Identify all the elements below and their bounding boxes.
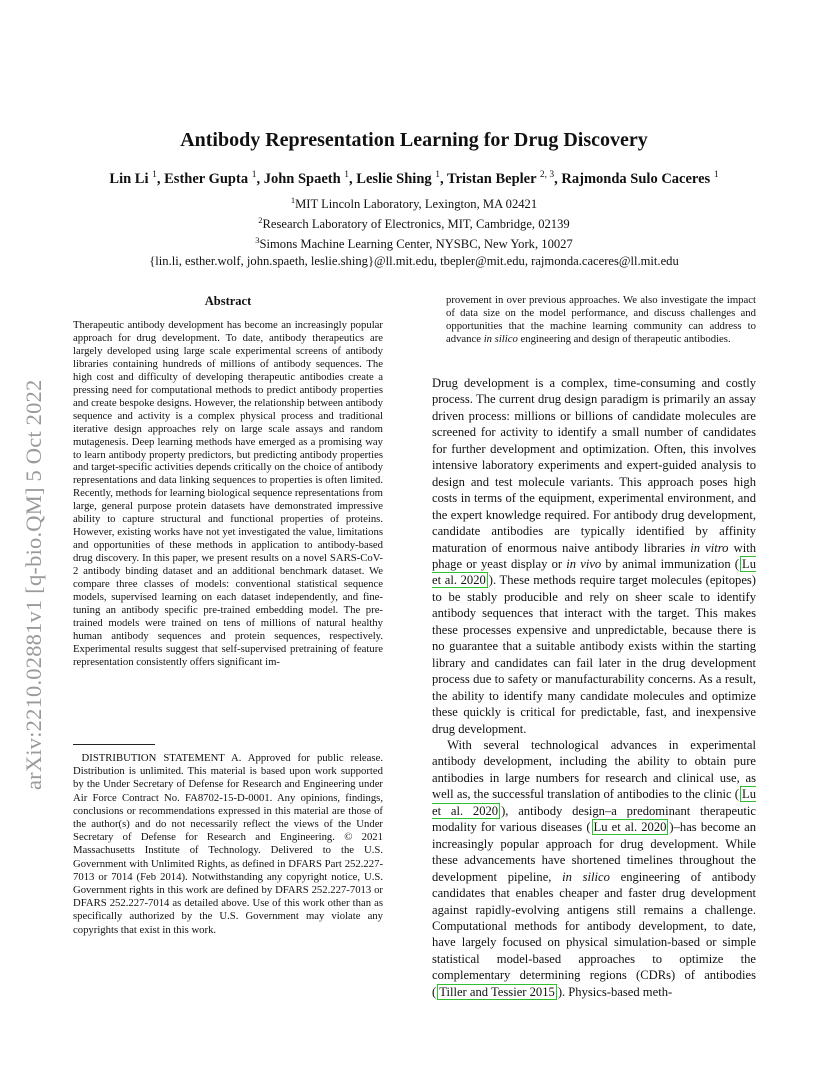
- body-text: ). Physics-based meth-: [557, 984, 673, 999]
- abstract-text: provement in over previous approaches. We also investigate the impact of data size on the model performance, and discuss challenges and opportunities that the machine learning community can address to advance: [446, 294, 756, 345]
- author-name: John Spaeth: [263, 170, 341, 187]
- footnote: [73, 752, 383, 937]
- abstract-text-left: Therapeutic antibody development has become an increasingly popular approach for drug development. To date, antibody therapeutics are largely developed using large scale experimental screens of antibody libraries containing hundreds of millions of antibody sequences. The high cost and difficulty of developing therapeutic antibodies create a pressing need for computational methods to predict antibody properties and create bespoke designs. However, the relationship between antibody sequence and activity is a complex physical process and traditional iterative design approaches rely on large scale assays and random mutagenesis. Deep learning methods have emerged as a promising way to learn antibody property predictors, but predicting antibody properties and target-specific activities depends critically on the choice of antibody representations and data linking sequences to properties is often limited. Recently, methods for learning biological sequence representations from large, general purpose protein datasets have demonstrated impressive ability to capture structural and functional properties of proteins. However, existing works have not yet investigated the value, limitations and opportunities of these methods in application to antibody-based drug discovery. In this paper, we present results on a novel SARS-CoV-2 antibody binding dataset and an additional benchmark dataset. We compare three classes of models: conventional statistical sequence models, supervised learning on each dataset independently, and fine-tuning an antibody specific pre-trained embedding model. The pre-trained models were trained on tens of millions of natural healthy human antibody sequences and protein sequences, respectively. Experimental results suggest that self-supervised pretraining of feature representation consistently offers significant im-: [73, 319, 383, 668]
- arxiv-identifier: arXiv:2210.02881v1 [q-bio.QM] 5 Oct 2022: [21, 379, 46, 790]
- author-affiliation-mark: 1: [344, 170, 350, 180]
- body-paragraph: [432, 737, 756, 1000]
- affiliation-number: 3: [255, 235, 260, 246]
- body-text: ). These methods require target molecules (epitopes) to be stably producible and rely on sheer scale to identify antibody sequences that interact with the target. This makes these processes expensive and unpredictable, because there is no guarantee that a suitable antibody exists within the starting library and candidates can fail later in the drug development process due to safety or manufacturability concerns. As a result, the ability to identify many candidate molecules and optimize these quickly is critical for predictable, fast, and inexpensive drug development.: [432, 573, 757, 736]
- author-list: Lin Li $^1$, Esther Gupta $^1$, John Spaeth $^1$, Leslie Shing $^1$, Tristan Bepler $^{2, 3}$, Rajmonda Sulo Caceres $^1$: [109, 170, 719, 187]
- abstract-emphasis: in silico: [483, 332, 518, 345]
- author-affiliation-mark: 1: [713, 170, 719, 180]
- body-paragraph: [432, 375, 756, 737]
- body-text: by animal immunization (: [601, 556, 740, 571]
- body-emphasis: in vivo: [566, 556, 602, 571]
- affiliation-number: 2: [258, 215, 263, 226]
- citation-link[interactable]: Tiller and Tessier 2015: [439, 984, 555, 999]
- abstract-heading: Abstract: [204, 294, 252, 308]
- affiliation-text: Research Laboratory of Electronics, MIT, Cambridge, 02139: [262, 217, 570, 232]
- body-text: engineering of antibody candidates that enables cheaper and faster drug development against rapidly-evolving antigens still remains a challenge. Computational methods for antibody development, to date, have largely focused on physical simulation-based or simple statistical model-based approaches to optimize the complementary determining regions (CDRs) of antibodies (: [432, 869, 756, 999]
- author-name: Tristan Bepler: [447, 170, 537, 187]
- author-affiliation-mark: 1: [435, 170, 441, 180]
- author-affiliation-mark: 1: [251, 170, 257, 180]
- body-text: Drug development is a complex, time-consuming and costly process. The current drug design paradigm is primarily an assay driven process: millions or billions of candidate molecules are screened for activity to identify a small number of candidates for further development and optimization. Often, this involves intensive laboratory experiments and expert-guided analysis to design and test molecule variants. This approach poses high costs in terms of the equipment, experimental environment, and the expert knowledge required. For antibody drug development, candidate antibodies are typically identified by affinity maturation of enormous naive antibody libraries: [432, 376, 756, 555]
- footnote-divider: [73, 744, 155, 745]
- author-name: Rajmonda Sulo Caceres: [561, 170, 711, 187]
- author-affiliation-mark: 1: [152, 170, 157, 180]
- citation-link[interactable]: Lu et al. 2020: [432, 556, 757, 588]
- affiliation-line: [0, 212, 828, 232]
- body-text: With several technological advances in experimental antibody development, including the ability to obtain pure antibodies in large numbers for research and clinical use, as well as, the successful translation of antibodies to the clinic (: [432, 737, 756, 802]
- affiliation-text: MIT Lincoln Laboratory, Lexington, MA 02421: [295, 197, 538, 212]
- author-name: Lin Li: [109, 170, 149, 187]
- affiliation-text: Simons Machine Learning Center, NYSBC, New York, 10027: [259, 237, 573, 252]
- author-affiliation-mark: 2, 3: [539, 170, 555, 180]
- body-text: with phage or yeast display or: [432, 540, 757, 571]
- author-name: Leslie Shing: [356, 170, 432, 187]
- abstract-text-right: [446, 294, 756, 346]
- author-emails: {lin.li, esther.wolf, john.spaeth, leslie.shing}@ll.mit.edu, tbepler@mit.edu, rajmonda.caceres@ll.mit.edu: [149, 253, 679, 268]
- citation-link[interactable]: Lu et al. 2020: [432, 787, 756, 818]
- body-text: ), antibody design–a predominant therapeutic modality for various diseases (: [432, 803, 757, 835]
- paper-title: Antibody Representation Learning for Drug Discovery: [180, 129, 648, 151]
- body-text: )–has become an increasingly popular approach for drug development. While these advancements have shortened timelines throughout the development pipeline,: [432, 820, 757, 884]
- affiliation-line: [0, 192, 828, 212]
- affiliation-number: 1: [290, 195, 296, 205]
- footnote-text: DISTRIBUTION STATEMENT A. Approved for public release. Distribution is unlimited. This material is based upon work supported by the Under Secretary of Defense for Research and Engineering under Air Force Contract No. FA8702-15-D-0001. Any opinions, findings, conclusions or recommendations expressed in this material are those of the author(s) and do not necessarily reflect the views of the Under Secretary of Defense for Research and Engineering. © 2021 Massachusetts Institute of Technology. Delivered to the U.S. Government with Unlimited Rights, as defined in DFARS Part 252.227-7013 or 7014 (Feb 2014). Notwithstanding any copyright notice, U.S. Government rights in this work are defined by DFARS 252.227-7013 or DFARS 252.227-7014 as detailed above. Use of this work other than as specifically authorized by the U.S. Government may violate any copyrights that exist in this work.: [73, 752, 383, 936]
- abstract-text: engineering and design of therapeutic antibodies.: [517, 332, 731, 345]
- body-text-column: [432, 375, 756, 1000]
- author-name: Esther Gupta: [164, 170, 249, 187]
- body-emphasis: in silico: [562, 869, 610, 884]
- affiliation-line: [0, 232, 828, 252]
- citation-link[interactable]: Lu et al. 2020: [593, 820, 667, 835]
- affiliation-block: [0, 192, 828, 269]
- body-emphasis: in vitro: [690, 540, 729, 555]
